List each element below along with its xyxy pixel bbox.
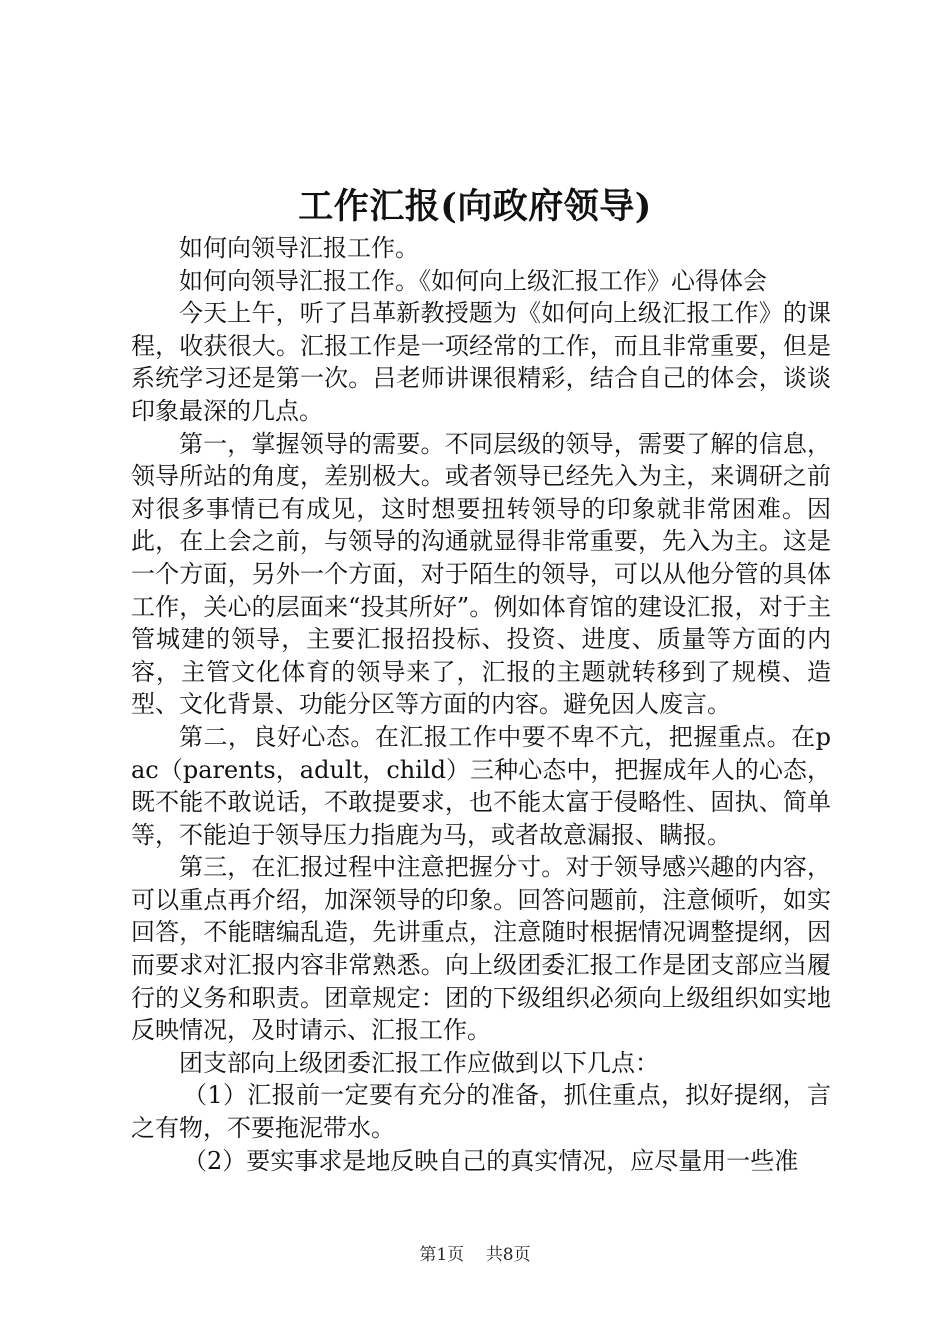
paragraph-intro: 如何向领导汇报工作。 xyxy=(179,234,419,262)
paragraph-point-two: 第二，良好心态。在汇报工作中要不卑不亢，把握重点。在pac（parents，adult，child）三种心态中，把握成年人的心态，既不能不敢说话，不敢提要求，也不能太富于侵略性、固执、简单等，不能迫于领导压力指鹿为马，或者故意漏报、瞒报。 xyxy=(131,722,831,849)
document-title: 工作汇报(向政府领导) xyxy=(298,186,652,227)
page-total: 共8页 xyxy=(485,1245,531,1265)
paragraph-point-one: 第一，掌握领导的需要。不同层级的领导，需要了解的信息，领导所站的角度，差别极大。或者领导已经先入为主，来调研之前对很多事情已有成见，这时想要扭转领导的印象就非常困难。因此，在上会之前，与领导的沟通就显得非常重要，先入为主。这是一个方面，另外一个方面，对于陌生的领导，可以从他分管的具体工作，关心的层面来“投其所好”。例如体育馆的建设汇报，对于主管城建的领导，主要汇报招投标、投资、进度、质量等方面的内容，主管文化体育的领导来了，汇报的主题就转移到了规模、造型、文化背景、功能分区等方面的内容。避免因人废言。 xyxy=(131,429,831,719)
paragraph-list-item-1: （1）汇报前一定要有充分的准备，抓住重点，拟好提纲，言之有物，不要拖泥带水。 xyxy=(131,1081,831,1143)
paragraph-point-three: 第三，在汇报过程中注意把握分寸。对于领导感兴趣的内容，可以重点再介绍，加深领导的印象。回答问题前，注意倾听，如实回答，不能瞎编乱造，先讲重点，注意随时根据情况调整提纲，因而要求对汇报内容非常熟悉。向上级团委汇报工作是团支部应当履行的义务和职责。团章规定：团的下级组织必须向上级组织如实地反映情况，及时请示、汇报工作。 xyxy=(131,853,831,1045)
paragraph-list-item-2: （2）要实事求是地反映自己的真实情况，应尽量用一些准 xyxy=(183,1146,799,1175)
page-number: 第1页 xyxy=(419,1245,465,1265)
footer-gap xyxy=(470,1245,481,1265)
paragraph-list-intro: 团支部向上级团委汇报工作应做到以下几点： xyxy=(179,1048,659,1077)
page-footer xyxy=(0,1243,950,1267)
paragraph-subtitle: 如何向领导汇报工作。《如何向上级汇报工作》心得体会 xyxy=(179,266,767,295)
paragraph-opening: 今天上午，听了吕革新教授题为《如何向上级汇报工作》的课程，收获很大。汇报工作是一项经常的工作，而且非常重要，但是系统学习还是第一次。吕老师讲课很精彩，结合自己的体会，谈谈印象最深的几点。 xyxy=(131,299,831,425)
document-body xyxy=(131,232,831,1177)
